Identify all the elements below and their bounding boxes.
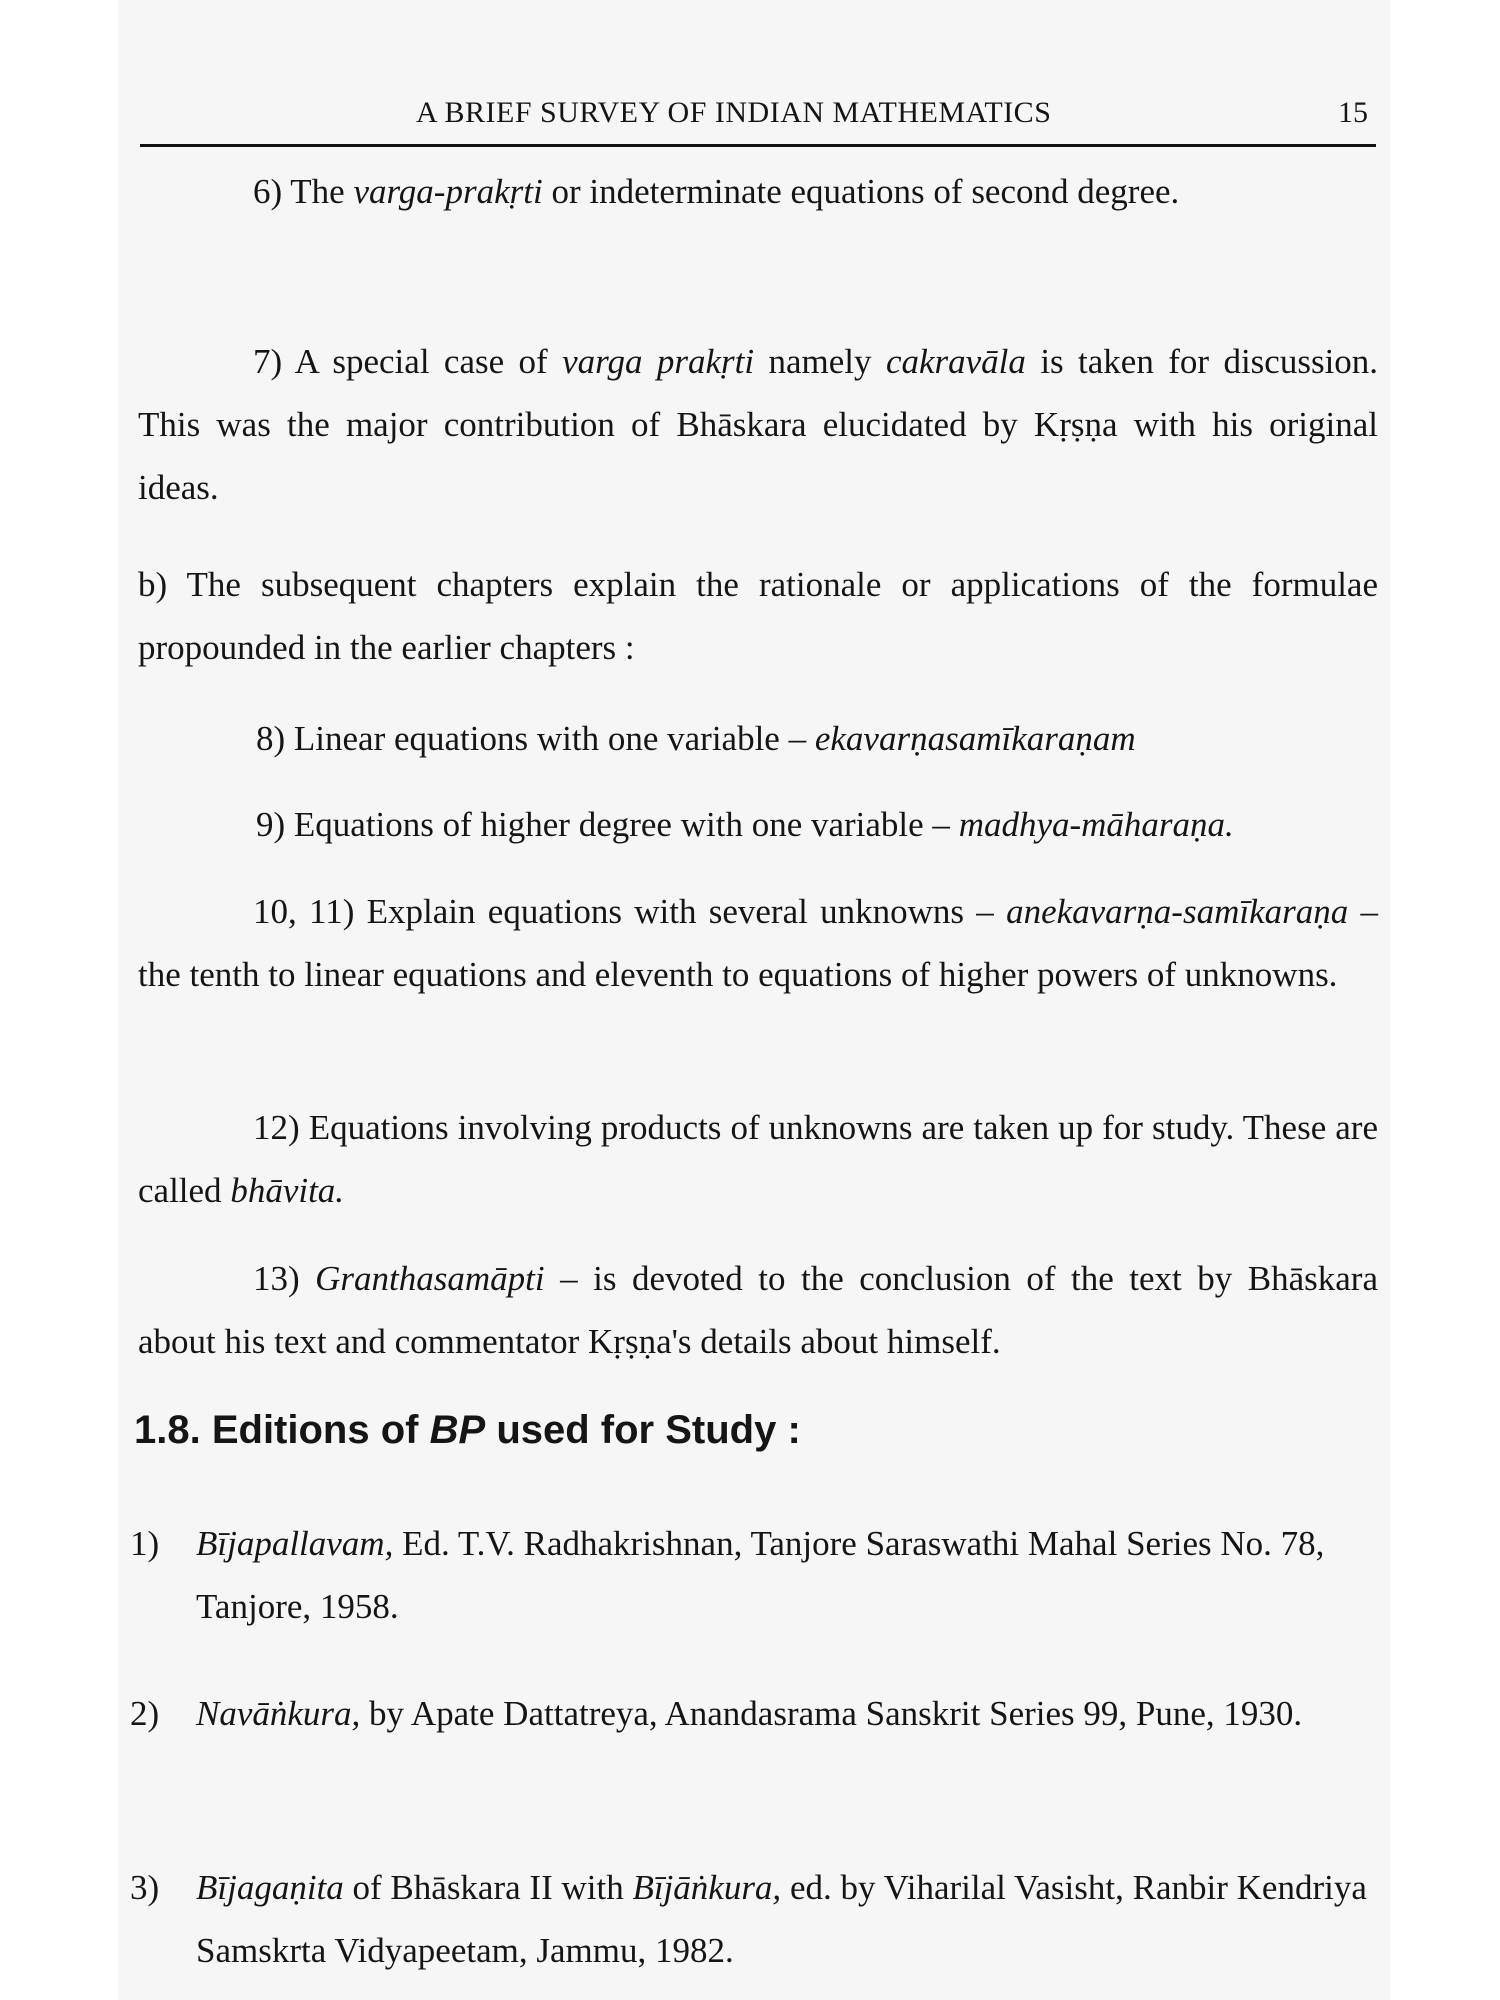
- section-heading: 1.8. Editions of BP used for Study :: [134, 1408, 801, 1452]
- item-12: 12) Equations involving products of unknowns are taken up for study. These are called bhāvita.: [138, 1108, 1378, 1210]
- page-header: [140, 96, 1376, 147]
- item-9: 9) Equations of higher degree with one variable – madhya-māharaṇa.: [256, 805, 1234, 844]
- item-13: 13) Granthasamāpti – is devoted to the conclusion of the text by Bhāskara about his text and commentator Kṛṣṇa's details about himself.: [138, 1259, 1378, 1361]
- item-8: 8) Linear equations with one variable – ekavarṇasamīkaraṇam: [256, 719, 1136, 758]
- item-6: 6) The varga-prakṛti or indeterminate equations of second degree.: [253, 172, 1180, 211]
- paragraph-b: b) The subsequent chapters explain the rationale or applications of the formulae propounded in the earlier chapters :: [138, 565, 1378, 667]
- reference-item: 2) Navāṅkura, by Apate Dattatreya, Anandasrama Sanskrit Series 99, Pune, 1930.: [130, 1694, 1303, 1733]
- reference-item: 1) Bījapallavam, Ed. T.V. Radhakrishnan, Tanjore Saraswathi Mahal Series No. 78, Tanjore, 1958.: [130, 1524, 1325, 1626]
- reference-item: 3) Bījagaṇita of Bhāskara II with Bījāṅkura, ed. by Viharilal Vasisht, Ranbir Kendriya Samskrta Vidyapeetam, Jammu, 1982.: [130, 1868, 1367, 1970]
- page-number: 15: [1338, 96, 1368, 129]
- running-title: A BRIEF SURVEY OF INDIAN MATHEMATICS: [416, 96, 1052, 129]
- item-7: 7) A special case of varga prakṛti namely cakravāla is taken for discussion. This was the major contribution of Bhāskara elucidated by Kṛṣṇa with his original ideas.: [138, 342, 1379, 507]
- item-10-11: 10, 11) Explain equations with several unknowns – anekavarṇa-samīkaraṇa – the tenth to linear equations and eleventh to equations of higher powers of unknowns.: [138, 892, 1379, 994]
